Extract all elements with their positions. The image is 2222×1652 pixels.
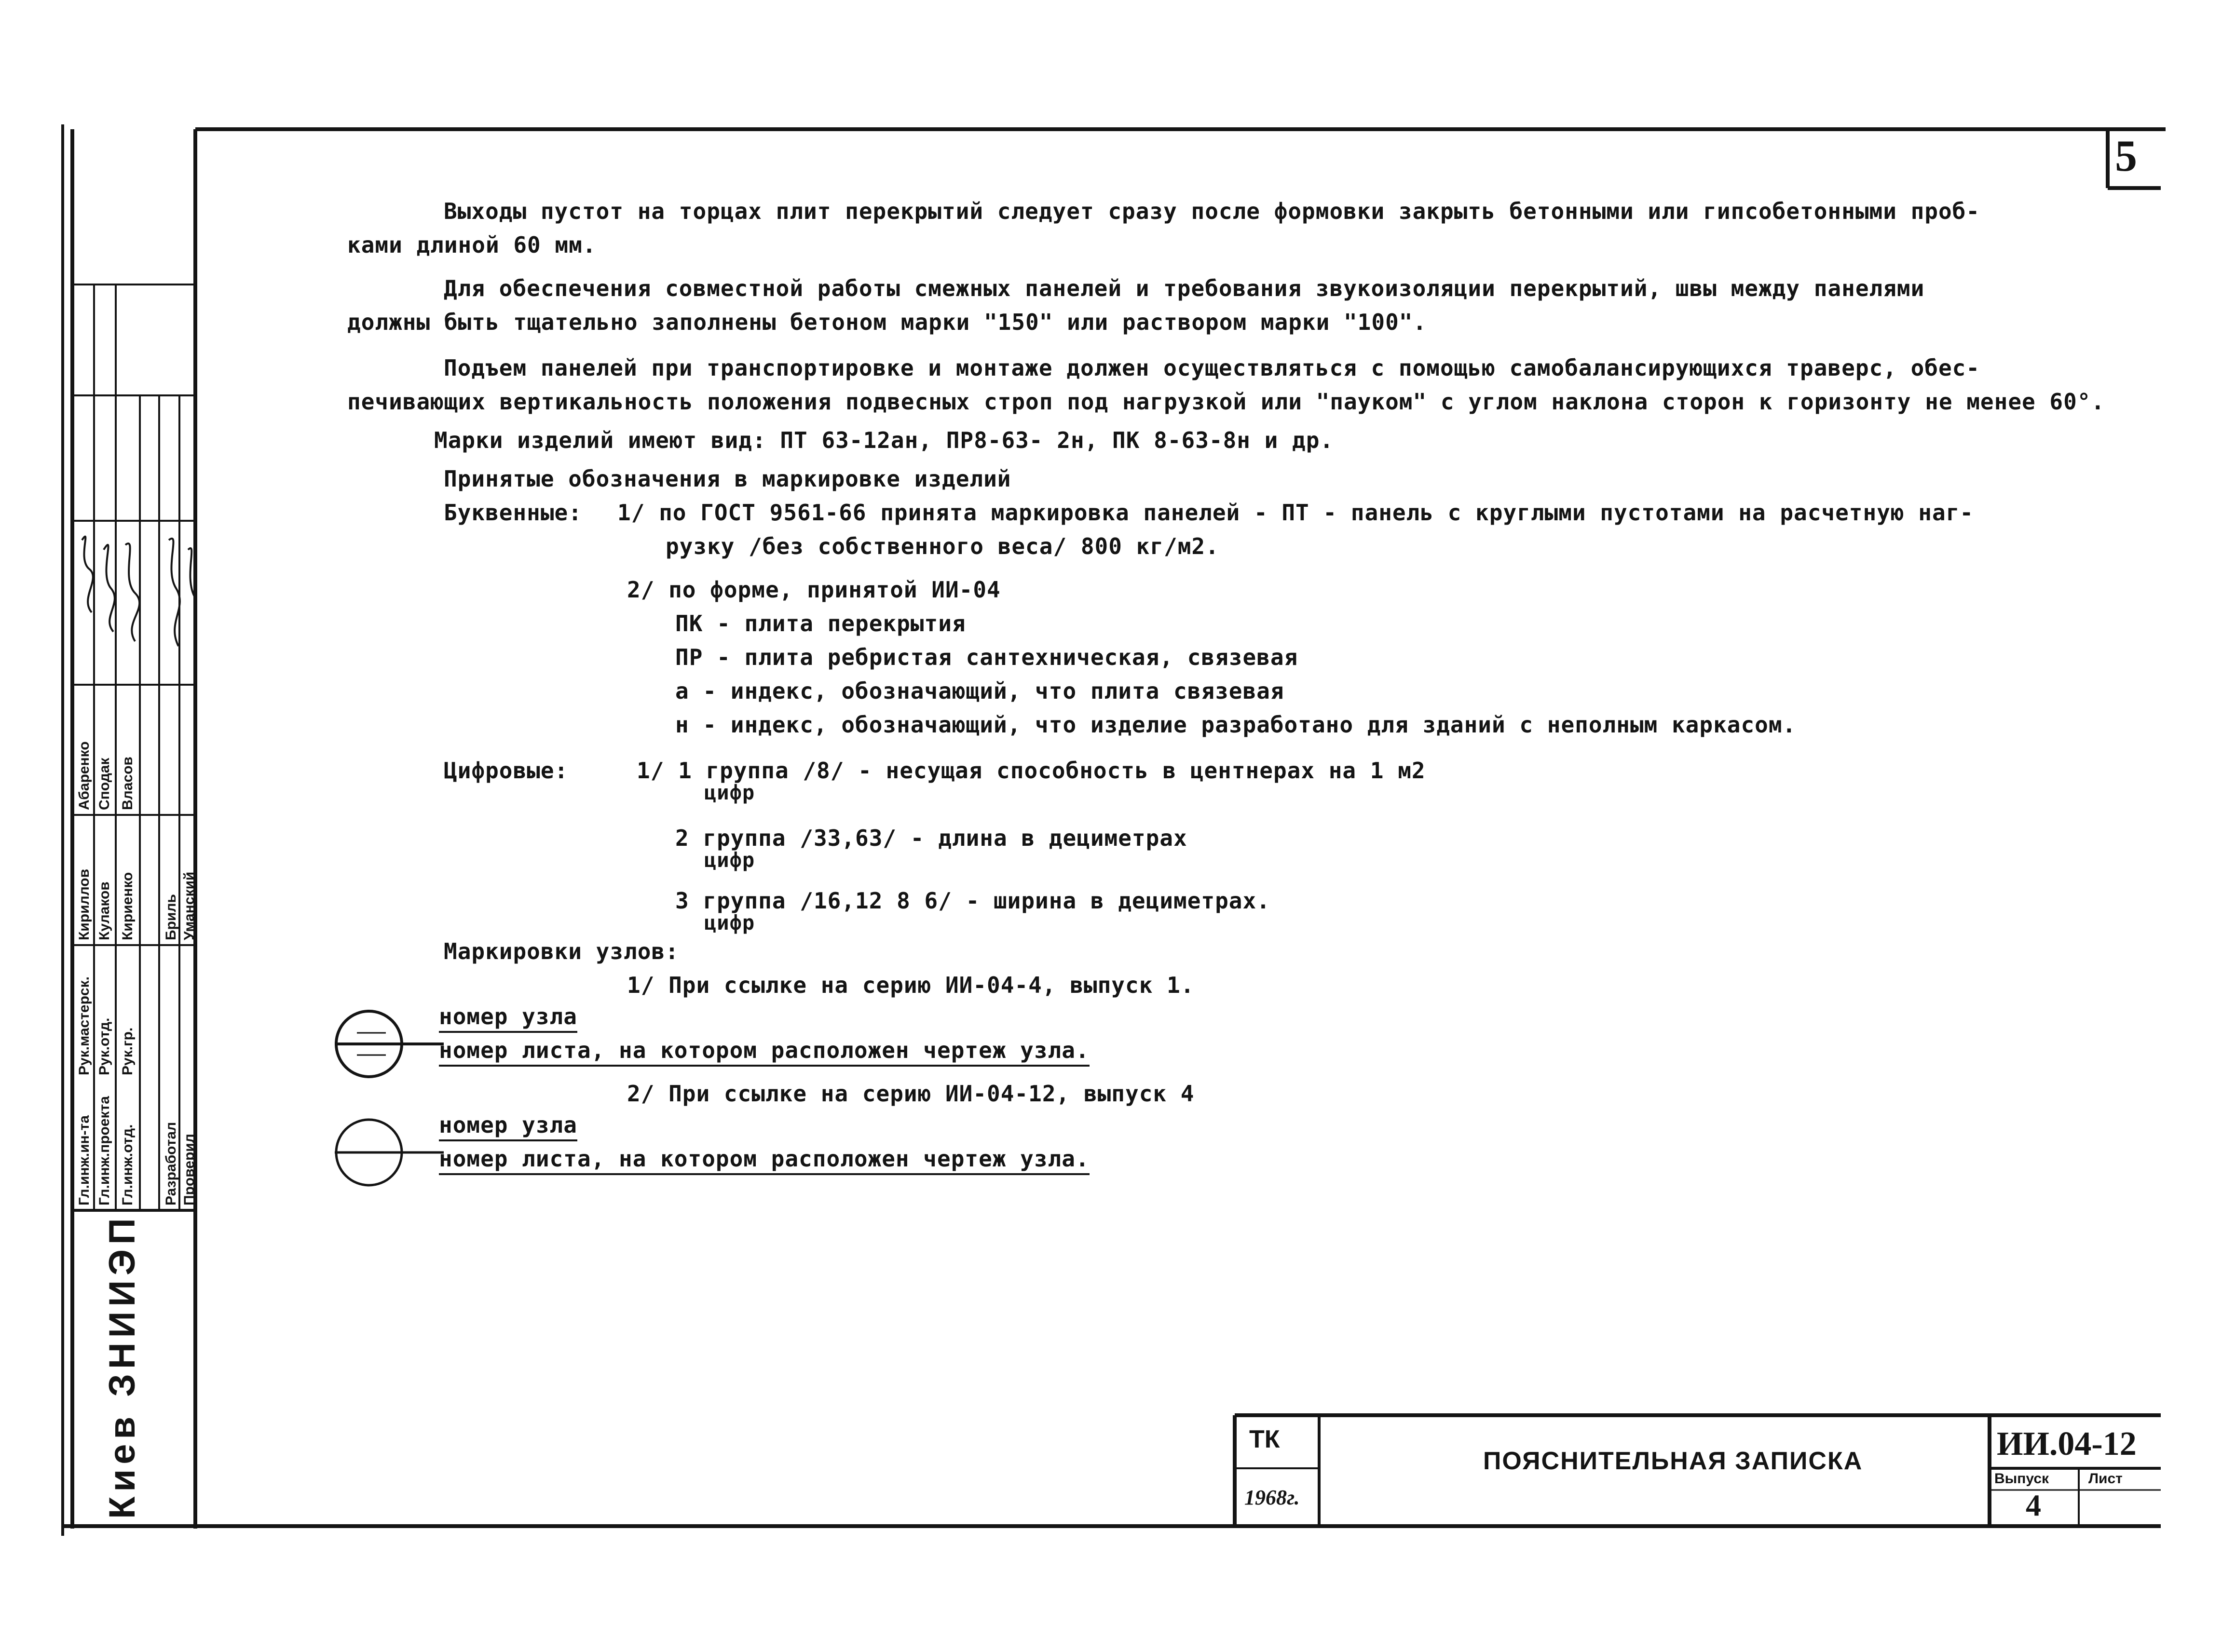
nodes-label: Маркировки узлов: bbox=[444, 938, 679, 964]
text-line: н - индекс, обозначающий, что изделие разработано для зданий с неполным каркасом. bbox=[675, 712, 1797, 738]
stamp-role: Рук.мастерск. bbox=[76, 976, 92, 1075]
node-number-label: номер узла bbox=[439, 1111, 577, 1141]
text-line: Принятые обозначения в маркировке изделий bbox=[444, 466, 1011, 492]
stamp-name: Сподак bbox=[96, 758, 112, 810]
text-line: Для обеспечения совместной работы смежных панелей и требования звукоизоляции перекрытий, швы между панелями bbox=[444, 275, 1925, 301]
text-line: ПР - плита ребристая сантехническая, связевая bbox=[675, 644, 1298, 670]
issue-label: Выпуск bbox=[1994, 1471, 2049, 1487]
stamp-name: Бриль bbox=[163, 894, 179, 940]
sheet-label: Лист bbox=[2088, 1471, 2123, 1487]
text-line: 2 группа /33,63/ - длина в дециметрах bbox=[675, 825, 1187, 851]
text-line: а - индекс, обозначающий, что плита связевая bbox=[675, 678, 1284, 704]
title-block-code: ТК bbox=[1249, 1425, 1280, 1453]
node-sheet-label: номер листа, на котором расположен чертеж узла. bbox=[439, 1145, 1090, 1175]
node-number-label: номер узла bbox=[439, 1003, 577, 1033]
text-line: 2/ При ссылке на серию ИИ-04-12, выпуск 4 bbox=[627, 1081, 1195, 1107]
stamp-role: Гл.инж.ин-та bbox=[76, 1115, 92, 1205]
node-sheet-label: номер листа, на котором расположен чертеж узла. bbox=[439, 1037, 1090, 1067]
text-line: ками длиной 60 мм. bbox=[347, 232, 597, 258]
stamp-role: Рук.отд. bbox=[96, 1017, 112, 1075]
page-number: 5 bbox=[2115, 131, 2137, 180]
document-title: ПОЯСНИТЕЛЬНАЯ ЗАПИСКА bbox=[1483, 1447, 1863, 1475]
text-line: ПК - плита перекрытия bbox=[675, 610, 966, 636]
stamp-role: Гл.инж.проекта bbox=[96, 1096, 112, 1205]
title-block-year: 1968г. bbox=[1244, 1486, 1300, 1509]
stamp-role: Разработал bbox=[163, 1122, 179, 1205]
stamp-name: Уманский bbox=[181, 871, 197, 940]
signatures-icon bbox=[72, 521, 198, 791]
text-line: рузку /без собственного веса/ 800 кг/м2. bbox=[666, 533, 1219, 559]
text-line: цифр bbox=[704, 781, 755, 804]
series-number: ИИ.04-12 bbox=[1997, 1425, 2137, 1462]
text-line: 1/ по ГОСТ 9561-66 принята маркировка панелей - ПТ - панель с круглыми пустотами на расчетную наг- bbox=[617, 500, 1974, 526]
text-line: 1/ 1 группа /8/ - несущая способность в центнерах на 1 м2 bbox=[637, 758, 1426, 784]
node-marker-icon bbox=[328, 1116, 453, 1203]
text-line: печивающих вертикальность положения подвесных строп под нагрузкой или "пауком" с углом наклона сторон к горизонту не менее 60°. bbox=[347, 389, 2105, 415]
text-line: должны быть тщательно заполнены бетоном марки "150" или раствором марки "100". bbox=[347, 309, 1427, 335]
stamp-role: Гл.инж.отд. bbox=[120, 1124, 136, 1205]
text-line: Выходы пустот на торцах плит перекрытий следует сразу после формовки закрыть бетонными или гипсобетонными проб- bbox=[444, 198, 1980, 224]
letter-label: Буквенные: bbox=[444, 500, 582, 526]
text-line: Марки изделий имеют вид: ПТ 63-12ан, ПР8-63- 2н, ПК 8-63-8н и др. bbox=[434, 427, 1334, 453]
text-line: 2/ по форме, принятой ИИ-04 bbox=[627, 577, 1001, 603]
stamp-name: Кулаков bbox=[96, 881, 112, 940]
stamp-name: Кириллов bbox=[76, 868, 92, 940]
text-line: цифр bbox=[704, 848, 755, 872]
stamp-name: Кириенко bbox=[120, 872, 136, 940]
issue-value: 4 bbox=[2026, 1488, 2041, 1522]
organization-stamp: Киев ЗНИИЭП bbox=[102, 1213, 143, 1519]
text-line: 3 группа /16,12 8 6/ - ширина в дециметрах. bbox=[675, 888, 1270, 914]
digit-label: Цифровые: bbox=[444, 758, 569, 784]
stamp-role: Проверил bbox=[181, 1134, 197, 1205]
text-line: Подъем панелей при транспортировке и монтаже должен осуществляться с помощью самобалансирующихся траверс, обес- bbox=[444, 355, 1980, 381]
text-line: цифр bbox=[704, 911, 755, 934]
node-marker-icon bbox=[328, 1008, 453, 1095]
text-line: 1/ При ссылке на серию ИИ-04-4, выпуск 1. bbox=[627, 972, 1195, 998]
stamp-name: Абаренко bbox=[76, 741, 92, 810]
stamp-role: Рук.гр. bbox=[120, 1027, 136, 1075]
stamp-name: Власов bbox=[120, 757, 136, 810]
